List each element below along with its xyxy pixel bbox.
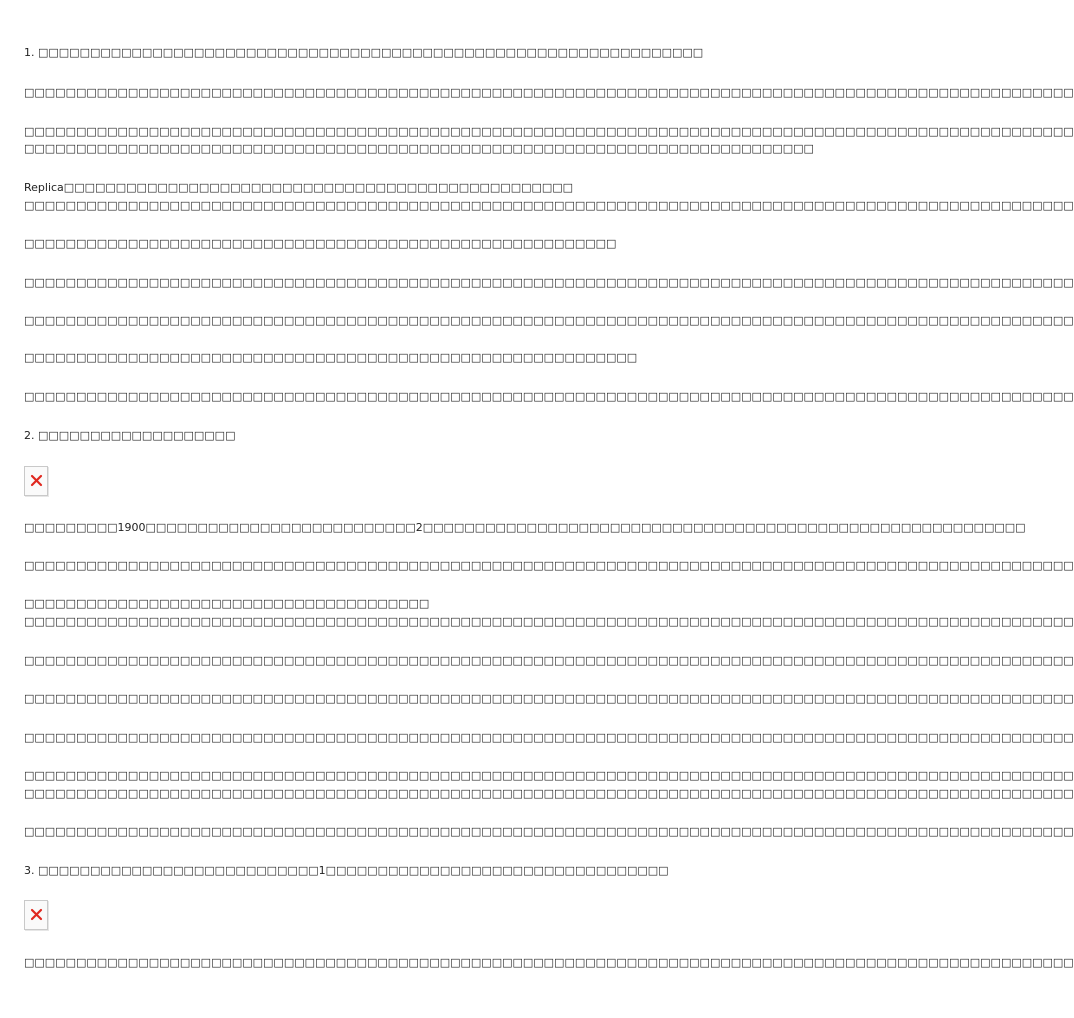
section-3-paragraph-1: □□□□□□□□□□□□□□□□□□□□□□□□□□□□□□□□□□□□□□□□□□□□□□□□□□□□□□□□□□□□□□□□□□□□□□□□□□□□□□□□□□□□□□□□□□□□□□□□□□□□□ xyxy=(24,956,1074,969)
section-2-heading: 2. □□□□□□□□□□□□□□□□□□□ xyxy=(24,429,236,442)
section-2-paragraph-6: □□□□□□□□□□□□□□□□□□□□□□□□□□□□□□□□□□□□□□□□□□□□□□□□□□□□□□□□□□□□□□□□□□□□□□□□□□□□□□□□□□□□□□□□□□□□□□□□□□□□□ xyxy=(24,731,1074,744)
section-2-paragraph-3-line-2: □□□□□□□□□□□□□□□□□□□□□□□□□□□□□□□□□□□□□□□□□□□□□□□□□□□□□□□□□□□□□□□□□□□□□□□□□□□□□□□□□□□□□□□□□□□□□□□□□□□□□ xyxy=(24,615,1074,628)
section-1-paragraph-5: □□□□□□□□□□□□□□□□□□□□□□□□□□□□□□□□□□□□□□□□□□□□□□□□□□□□□□□□□□□□□□□□□□□□□□□□□□□□□□□□□□□□□□□□□□□□□□□□□□□□□ xyxy=(24,276,1074,289)
section-2-broken-image xyxy=(24,466,48,496)
section-3-broken-image xyxy=(24,900,48,930)
broken-image-icon xyxy=(30,474,43,487)
section-2-paragraph-7-line-2: □□□□□□□□□□□□□□□□□□□□□□□□□□□□□□□□□□□□□□□□□□□□□□□□□□□□□□□□□□□□□□□□□□□□□□□□□□□□□□□□□□□□□□□□□□□□□□□□□□□□□ xyxy=(24,787,1074,800)
section-1-paragraph-1: □□□□□□□□□□□□□□□□□□□□□□□□□□□□□□□□□□□□□□□□□□□□□□□□□□□□□□□□□□□□□□□□□□□□□□□□□□□□□□□□□□□□□□□□□□□□□□□□□□□□□ xyxy=(24,86,1074,99)
section-1-paragraph-3-line-1: Replica□□□□□□□□□□□□□□□□□□□□□□□□□□□□□□□□□□□□□□□□□□□□□□□□□ xyxy=(24,181,574,194)
section-2-paragraph-8: □□□□□□□□□□□□□□□□□□□□□□□□□□□□□□□□□□□□□□□□□□□□□□□□□□□□□□□□□□□□□□□□□□□□□□□□□□□□□□□□□□□□□□□□□□□□□□□□□□□□□ xyxy=(24,825,1074,838)
section-2-paragraph-2: □□□□□□□□□□□□□□□□□□□□□□□□□□□□□□□□□□□□□□□□□□□□□□□□□□□□□□□□□□□□□□□□□□□□□□□□□□□□□□□□□□□□□□□□□□□□□□□□□□□□□ xyxy=(24,559,1074,572)
section-1-paragraph-2-line-1: □□□□□□□□□□□□□□□□□□□□□□□□□□□□□□□□□□□□□□□□□□□□□□□□□□□□□□□□□□□□□□□□□□□□□□□□□□□□□□□□□□□□□□□□□□□□□□□□□□□□□ xyxy=(24,125,1074,138)
section-2-paragraph-3-line-1: □□□□□□□□□□□□□□□□□□□□□□□□□□□□□□□□□□□□□□□ xyxy=(24,597,430,610)
section-1-paragraph-8: □□□□□□□□□□□□□□□□□□□□□□□□□□□□□□□□□□□□□□□□□□□□□□□□□□□□□□□□□□□□□□□□□□□□□□□□□□□□□□□□□□□□□□□□□□□□□□□□□□□□□ xyxy=(24,390,1074,403)
section-1-paragraph-7: □□□□□□□□□□□□□□□□□□□□□□□□□□□□□□□□□□□□□□□□□□□□□□□□□□□□□□□□□□□ xyxy=(24,351,638,364)
section-1-paragraph-4: □□□□□□□□□□□□□□□□□□□□□□□□□□□□□□□□□□□□□□□□□□□□□□□□□□□□□□□□□ xyxy=(24,237,617,250)
section-2-paragraph-7-line-1: □□□□□□□□□□□□□□□□□□□□□□□□□□□□□□□□□□□□□□□□□□□□□□□□□□□□□□□□□□□□□□□□□□□□□□□□□□□□□□□□□□□□□□□□□□□□□□□□□□□□□ xyxy=(24,769,1074,782)
section-1-paragraph-6: □□□□□□□□□□□□□□□□□□□□□□□□□□□□□□□□□□□□□□□□□□□□□□□□□□□□□□□□□□□□□□□□□□□□□□□□□□□□□□□□□□□□□□□□□□□□□□□□□□□□□ xyxy=(24,314,1074,327)
section-1-paragraph-3-line-2: □□□□□□□□□□□□□□□□□□□□□□□□□□□□□□□□□□□□□□□□□□□□□□□□□□□□□□□□□□□□□□□□□□□□□□□□□□□□□□□□□□□□□□□□□□□□□□□□□□□□□ xyxy=(24,199,1074,212)
section-1-paragraph-2-line-2: □□□□□□□□□□□□□□□□□□□□□□□□□□□□□□□□□□□□□□□□□□□□□□□□□□□□□□□□□□□□□□□□□□□□□□□□□□□□ xyxy=(24,142,814,155)
section-3-heading: 3. □□□□□□□□□□□□□□□□□□□□□□□□□□□1□□□□□□□□□□□□□□□□□□□□□□□□□□□□□□□□□ xyxy=(24,864,669,877)
section-1-heading: 1. □□□□□□□□□□□□□□□□□□□□□□□□□□□□□□□□□□□□□□□□□□□□□□□□□□□□□□□□□□□□□□□□ xyxy=(24,46,704,59)
broken-image-icon xyxy=(30,908,43,921)
section-2-paragraph-5: □□□□□□□□□□□□□□□□□□□□□□□□□□□□□□□□□□□□□□□□□□□□□□□□□□□□□□□□□□□□□□□□□□□□□□□□□□□□□□□□□□□□□□□□□□□□□□□□□□□□□ xyxy=(24,692,1074,705)
section-2-paragraph-4: □□□□□□□□□□□□□□□□□□□□□□□□□□□□□□□□□□□□□□□□□□□□□□□□□□□□□□□□□□□□□□□□□□□□□□□□□□□□□□□□□□□□□□□□□□□□□□□□□□□□□ xyxy=(24,654,1074,667)
section-2-paragraph-1: □□□□□□□□□1900□□□□□□□□□□□□□□□□□□□□□□□□□□2□□□□□□□□□□□□□□□□□□□□□□□□□□□□□□□□□□□□□□□□□□□□□□□□□□□□□□□□□□ xyxy=(24,521,1026,534)
